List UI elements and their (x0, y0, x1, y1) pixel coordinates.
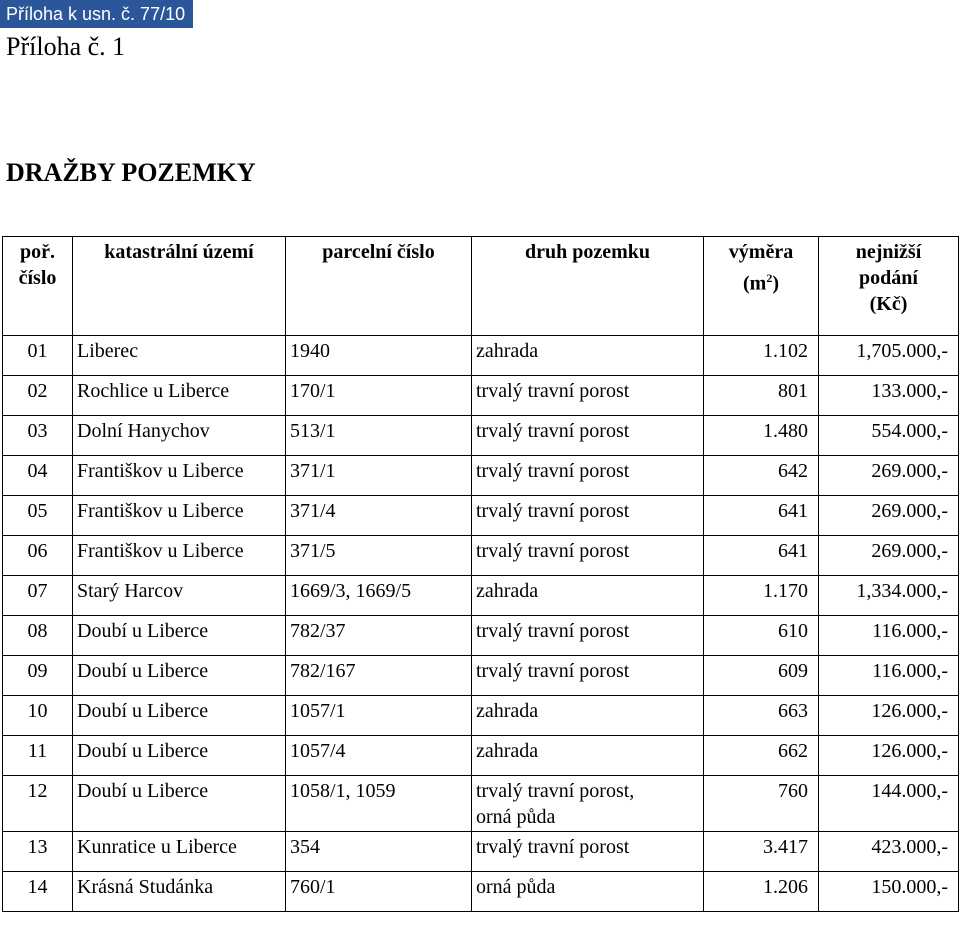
col-header-parcel-number: parcelní číslo (286, 237, 472, 336)
row-area: 801 (704, 376, 819, 416)
row-land-type: trvalý travní porost (472, 616, 704, 656)
table-row (3, 696, 959, 736)
row-parcel: 1057/1 (286, 696, 472, 736)
row-land-type: trvalý travní porost, orná půda (472, 776, 704, 832)
row-land-type: trvalý travní porost (472, 376, 704, 416)
auction-land-table (2, 236, 959, 912)
row-lowest-bid: 126.000,- (819, 696, 959, 736)
row-parcel: 371/4 (286, 496, 472, 536)
row-number: 13 (3, 832, 73, 872)
row-territory: Starý Harcov (73, 576, 286, 616)
top-note: Příloha k usn. č. 77/10 (0, 0, 193, 28)
row-parcel: 782/167 (286, 656, 472, 696)
row-number: 07 (3, 576, 73, 616)
col-header-lowest-bid: nejnižší podání (Kč) (819, 237, 959, 336)
row-land-type: trvalý travní porost (472, 832, 704, 872)
row-territory: Doubí u Liberce (73, 736, 286, 776)
row-territory: Františkov u Liberce (73, 456, 286, 496)
row-lowest-bid: 133.000,- (819, 376, 959, 416)
row-number: 12 (3, 776, 73, 832)
table-row (3, 336, 959, 376)
row-lowest-bid: 269.000,- (819, 536, 959, 576)
col-header-area: výměra $(m^2)$ (704, 237, 819, 336)
col-header-land-type: druh pozemku (472, 237, 704, 336)
row-parcel: 1669/3, 1669/5 (286, 576, 472, 616)
row-land-type: trvalý travní porost (472, 496, 704, 536)
row-land-type: trvalý travní porost (472, 536, 704, 576)
table-row (3, 576, 959, 616)
row-land-type: zahrada (472, 336, 704, 376)
row-parcel: 760/1 (286, 872, 472, 912)
row-number: 05 (3, 496, 73, 536)
row-lowest-bid: 269.000,- (819, 456, 959, 496)
table-header-row (3, 237, 959, 336)
row-lowest-bid: 116.000,- (819, 656, 959, 696)
row-lowest-bid: 554.000,- (819, 416, 959, 456)
table-row (3, 736, 959, 776)
row-area: 641 (704, 496, 819, 536)
row-lowest-bid: 150.000,- (819, 872, 959, 912)
row-territory: Krásná Studánka (73, 872, 286, 912)
row-territory: Doubí u Liberce (73, 776, 286, 832)
col-header-order-number: poř. číslo (3, 237, 73, 336)
row-number: 09 (3, 656, 73, 696)
row-area: 760 (704, 776, 819, 832)
row-lowest-bid: 269.000,- (819, 496, 959, 536)
table-row (3, 832, 959, 872)
row-area: 1.170 (704, 576, 819, 616)
table-row (3, 656, 959, 696)
col-header-cadastral-territory: katastrální území (73, 237, 286, 336)
row-number: 02 (3, 376, 73, 416)
row-number: 04 (3, 456, 73, 496)
row-territory: Liberec (73, 336, 286, 376)
row-area: 610 (704, 616, 819, 656)
table-row (3, 376, 959, 416)
row-area: 662 (704, 736, 819, 776)
row-area: 1.102 (704, 336, 819, 376)
row-territory: Františkov u Liberce (73, 496, 286, 536)
row-land-type: zahrada (472, 736, 704, 776)
page-title: DRAŽBY POZEMKY (6, 158, 256, 187)
row-land-type: zahrada (472, 576, 704, 616)
row-territory: Dolní Hanychov (73, 416, 286, 456)
row-area: 1.206 (704, 872, 819, 912)
row-lowest-bid: 423.000,- (819, 832, 959, 872)
row-number: 10 (3, 696, 73, 736)
table-row (3, 776, 959, 832)
row-area: 1.480 (704, 416, 819, 456)
row-parcel: 354 (286, 832, 472, 872)
row-territory: Doubí u Liberce (73, 696, 286, 736)
row-lowest-bid: 126.000,- (819, 736, 959, 776)
row-territory: Doubí u Liberce (73, 656, 286, 696)
table-row (3, 496, 959, 536)
row-land-type: trvalý travní porost (472, 416, 704, 456)
row-parcel: 1058/1, 1059 (286, 776, 472, 832)
row-land-type: orná půda (472, 872, 704, 912)
row-number: 06 (3, 536, 73, 576)
row-lowest-bid: 1,705.000,- (819, 336, 959, 376)
table-row (3, 616, 959, 656)
row-number: 08 (3, 616, 73, 656)
row-lowest-bid: 144.000,- (819, 776, 959, 832)
row-number: 14 (3, 872, 73, 912)
row-land-type: zahrada (472, 696, 704, 736)
row-area: 641 (704, 536, 819, 576)
row-territory: Kunratice u Liberce (73, 832, 286, 872)
row-territory: Doubí u Liberce (73, 616, 286, 656)
row-territory: Františkov u Liberce (73, 536, 286, 576)
row-area: 3.417 (704, 832, 819, 872)
row-parcel: 371/1 (286, 456, 472, 496)
row-area: 609 (704, 656, 819, 696)
row-land-type: trvalý travní porost (472, 456, 704, 496)
table-row (3, 416, 959, 456)
row-parcel: 782/37 (286, 616, 472, 656)
row-number: 03 (3, 416, 73, 456)
row-area: 663 (704, 696, 819, 736)
row-number: 01 (3, 336, 73, 376)
row-parcel: 513/1 (286, 416, 472, 456)
row-lowest-bid: 116.000,- (819, 616, 959, 656)
row-territory: Rochlice u Liberce (73, 376, 286, 416)
row-parcel: 1940 (286, 336, 472, 376)
row-parcel: 170/1 (286, 376, 472, 416)
attachment-subtitle: Příloha č. 1 (6, 32, 126, 61)
table-row (3, 872, 959, 912)
row-parcel: 371/5 (286, 536, 472, 576)
table-row (3, 456, 959, 496)
row-number: 11 (3, 736, 73, 776)
row-parcel: 1057/4 (286, 736, 472, 776)
table-row (3, 536, 959, 576)
row-area: 642 (704, 456, 819, 496)
row-land-type: trvalý travní porost (472, 656, 704, 696)
row-lowest-bid: 1,334.000,- (819, 576, 959, 616)
